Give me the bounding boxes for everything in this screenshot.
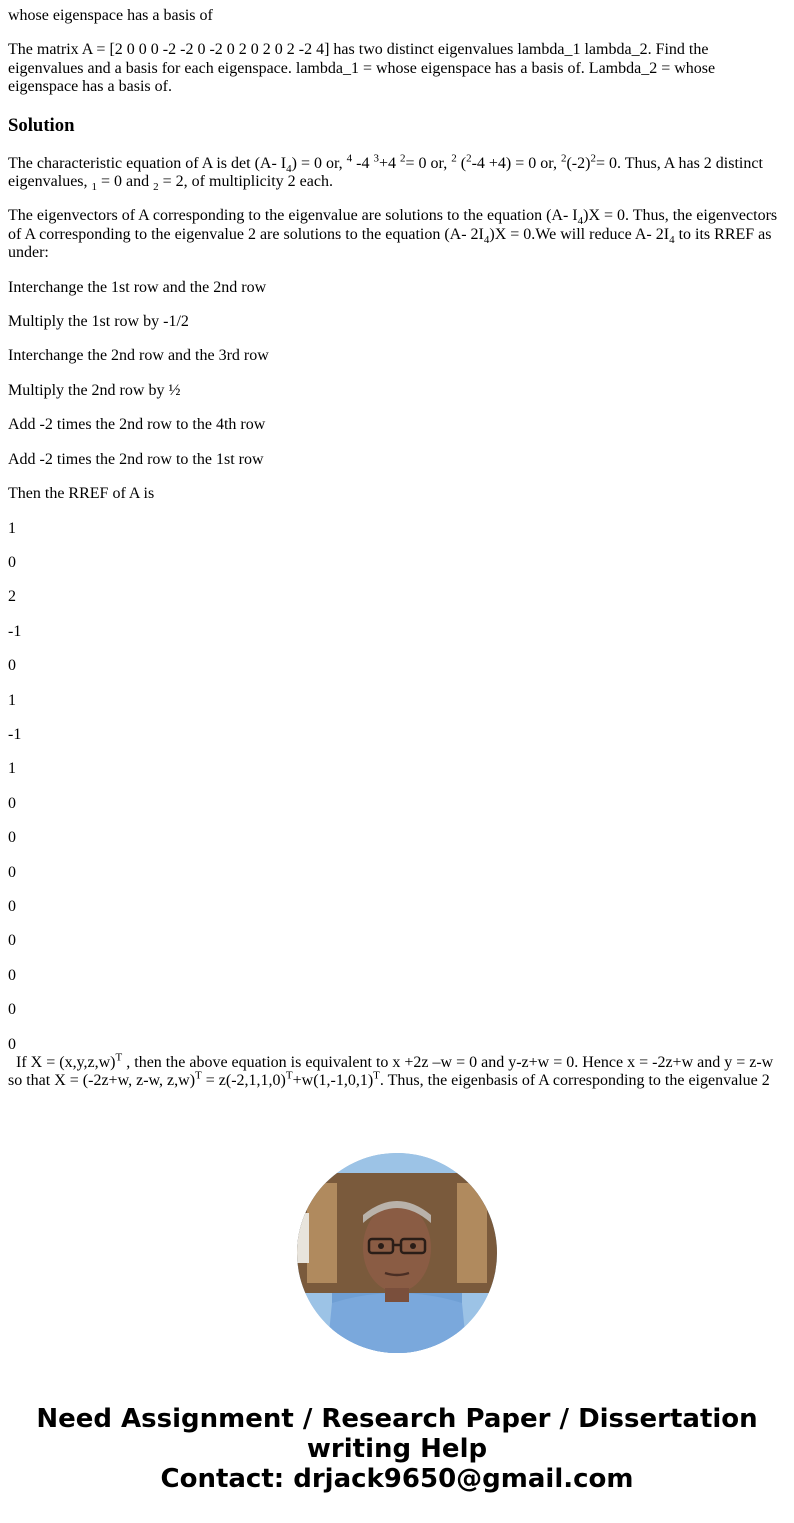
step-1: Interchange the 1st row and the 2nd row [8,278,267,296]
intro-text: whose eigenspace has a basis of [8,7,213,24]
rref-value: 0 [8,1035,16,1053]
rref-value: 0 [8,863,16,881]
portrait-image [297,1153,497,1353]
rref-value: 0 [8,553,16,571]
step-5: Add -2 times the 2nd row to the 4th row [8,416,266,434]
rref-value: 0 [8,1001,16,1019]
author-avatar [297,1153,497,1353]
eigenbasis-paragraph: If $X = (x,y,z,w)^T$ , then the above equation is equivalent to x +2z –w = 0 and y-z+w = 0. Hence x = -2z+w and y = z-w so that X = (-2z+w, z-w, $z,w)^T = z(-2,1,1,0)^T+w(1,-1,0,1)^T$. Thus, the eigenbasis of A corresponding to the eigenvalue 2 [8,1052,774,1090]
rref-value: 0 [8,794,16,812]
rref-value: 1 [8,691,16,709]
rref-value: 2 [8,588,16,606]
rref-value: -1 [8,725,22,743]
rref-value: 0 [8,966,16,984]
promo-line-2: writing Help [306,1434,488,1464]
step-4: Multiply the 2nd row by ½ [8,381,181,399]
eigenvector-paragraph: The eigenvectors of A corresponding to the eigenvalue are solutions to the equation (A- $I_4)X = 0$. Thus, the eigenvectors of A corresponding to the eigenvalue 2 are solutions to the equation (A- $2I_4)X = 0.We$ will reduce A- $2I_4$ to its RREF as under: [8,207,778,262]
rref-value: -1 [8,622,22,640]
document-body [8,0,784,1090]
promo-banner [0,1404,794,1494]
rref-value: 0 [8,897,16,915]
rref-value: 0 [8,657,16,675]
characteristic-equation-paragraph: The characteristic equation of A is det (A- $I_4) = 0$ or, $^4$ -4 $^3$+4 $^2$= 0 or, $^2$ ($^2$-4 +4) = 0 or, $^2(-2)^2= 0$. Thus, A has 2 distinct eigenvalues, $_1$ = 0 and $_2$ = 2, of multiplicity 2 each. [8,152,763,194]
step-6: Add -2 times the 2nd row to the 1st row [8,450,264,468]
rref-value: 0 [8,932,16,950]
step-3: Interchange the 2nd row and the 3rd row [8,347,269,365]
promo-line-1: Need Assignment / Research Paper / Dissertation [36,1404,758,1434]
question-text: The matrix A = [2 0 0 0 -2 -2 0 -2 0 2 0 2 0 2 -2 4] has two distinct eigenvalues lambda_1 lambda_2. Find the eigenvalues and a basis for each eigenspace. lambda_1 = whose eigenspace has a basis of. Lambda_2 = whose eigenspace has a basis of. [8,41,716,96]
rref-intro: Then the RREF of A is [8,485,155,503]
rref-value: 0 [8,829,16,847]
step-2: Multiply the 1st row by -1/2 [8,313,189,331]
rref-value: 1 [8,760,16,778]
promo-contact-line: Contact: drjack9650@gmail.com [160,1464,634,1494]
rref-value: 1 [8,519,16,537]
solution-heading: Solution [8,114,75,136]
truncated-text-region [8,1052,784,1124]
